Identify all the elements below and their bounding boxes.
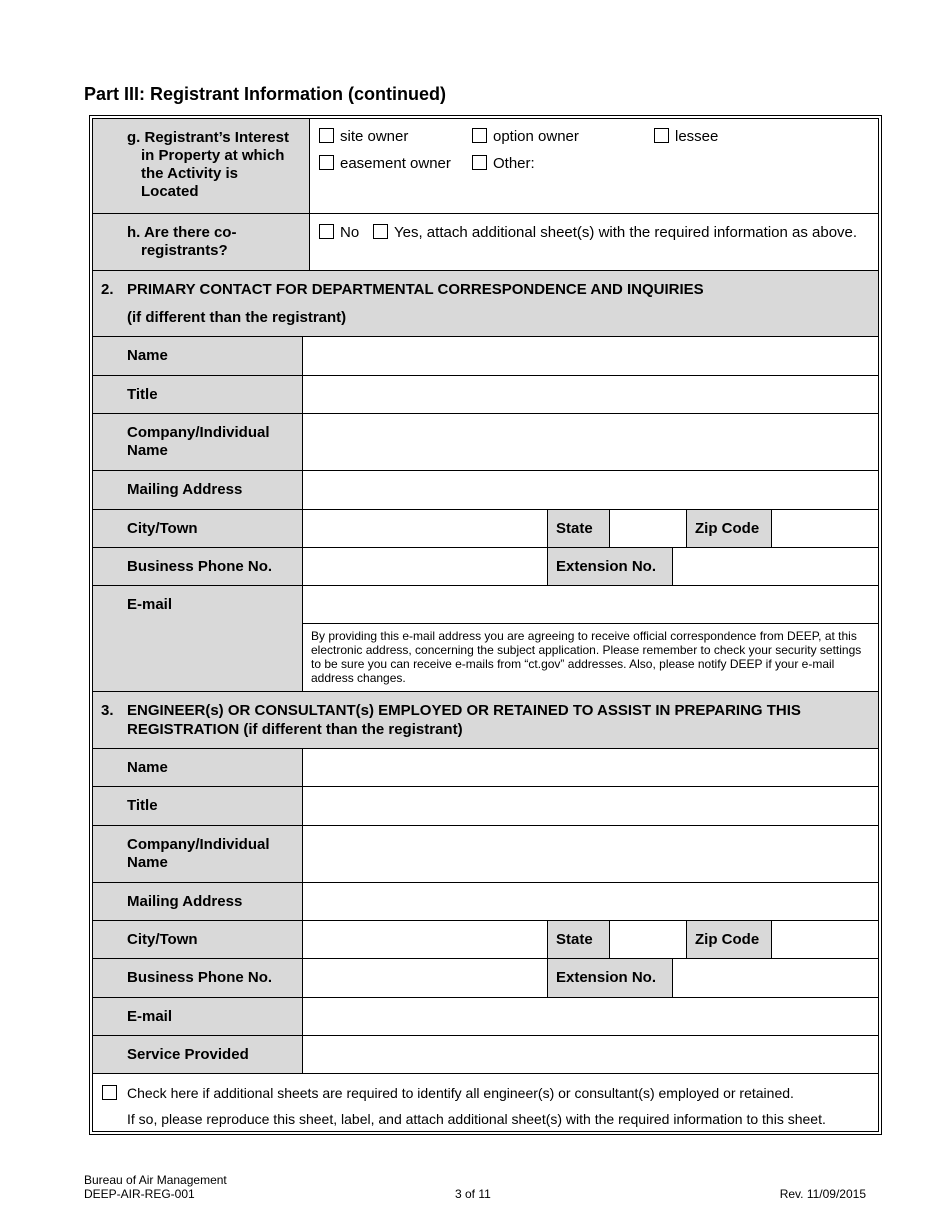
- engineer-title-label: [93, 787, 303, 825]
- engineer-service-field[interactable]: [303, 1036, 878, 1073]
- coregistrants-label-line2: registrants?: [141, 242, 228, 259]
- additional-sheets-option[interactable]: [102, 1085, 794, 1101]
- other-checkbox[interactable]: [472, 155, 487, 170]
- engineer-extension-label-text: Extension No.: [556, 969, 657, 986]
- contact-name-field[interactable]: [303, 337, 878, 375]
- contact-phone-field[interactable]: [303, 548, 547, 585]
- option-owner-label: option owner: [493, 128, 579, 145]
- registrant-form: [89, 115, 882, 1135]
- interest-row: [93, 119, 878, 214]
- contact-company-label: [93, 414, 303, 470]
- footer-revision: Rev. 11/09/2015: [779, 1187, 866, 1201]
- engineer-company-label-line1: Company/Individual: [127, 836, 270, 853]
- coreg-yes-checkbox[interactable]: [373, 224, 388, 239]
- engineer-email-label-text: E-mail: [127, 1008, 173, 1025]
- contact-city-label-text: City/Town: [127, 520, 198, 537]
- engineer-state-field[interactable]: [610, 921, 687, 958]
- coregistrants-row: [93, 214, 878, 271]
- coreg-yes-option[interactable]: [373, 224, 857, 241]
- contact-name-row: [93, 337, 878, 376]
- engineer-phone-field[interactable]: [303, 959, 547, 997]
- easement-owner-checkbox[interactable]: [319, 155, 334, 170]
- contact-email-label: [93, 586, 303, 691]
- section-2-subheading: (if different than the registrant): [127, 309, 347, 326]
- contact-email-row: [93, 586, 878, 692]
- engineer-name-label-text: Name: [127, 759, 168, 776]
- coregistrants-label: [93, 214, 310, 270]
- contact-city-row: [93, 510, 878, 548]
- contact-city-label: [93, 510, 303, 547]
- contact-state-label: [547, 510, 610, 547]
- other-label: Other:: [493, 155, 535, 172]
- engineer-zip-field[interactable]: [772, 921, 878, 958]
- contact-company-label-line2: Name: [127, 442, 168, 459]
- engineer-service-label: [93, 1036, 303, 1073]
- contact-state-field[interactable]: [610, 510, 687, 547]
- engineer-mailing-row: [93, 883, 878, 921]
- contact-extension-label: [547, 548, 673, 585]
- engineer-service-label-text: Service Provided: [127, 1046, 249, 1063]
- interest-label-line3: the Activity is: [141, 165, 238, 182]
- engineer-mailing-label: [93, 883, 303, 920]
- additional-sheets-row: [93, 1074, 878, 1133]
- interest-label: [93, 119, 310, 213]
- engineer-city-row: [93, 921, 878, 959]
- easement-owner-option[interactable]: [319, 155, 451, 172]
- contact-email-field[interactable]: [303, 586, 878, 624]
- additional-sheets-label: Check here if additional sheets are required to identify all engineer(s) or consultant(s) employed or retained.: [127, 1085, 794, 1101]
- engineer-state-label-text: State: [556, 931, 593, 948]
- engineer-service-row: [93, 1036, 878, 1074]
- contact-zip-field[interactable]: [772, 510, 878, 547]
- section-3-heading-line1: ENGINEER(s) OR CONSULTANT(s) EMPLOYED OR RETAINED TO ASSIST IN PREPARING THIS: [127, 702, 801, 719]
- engineer-zip-label-text: Zip Code: [695, 931, 760, 948]
- form-table: [92, 118, 879, 1132]
- contact-title-field[interactable]: [303, 376, 878, 413]
- engineer-city-label: [93, 921, 303, 958]
- additional-sheets-note: If so, please reproduce this sheet, label, and attach additional sheet(s) with the required information to this sheet.: [127, 1111, 826, 1127]
- email-notice: By providing this e-mail address you are agreeing to receive official correspondence from DEEP, at this electronic address, concerning the subject application. Please remember to check your security settings to be sure you can receive e-mails from “ct.gov” addresses. Also, please notify DEEP if your e-mail address changes.: [311, 629, 862, 685]
- contact-zip-label: [687, 510, 772, 547]
- engineer-company-field[interactable]: [303, 826, 878, 882]
- engineer-extension-field[interactable]: [673, 959, 878, 997]
- engineer-company-label-line2: Name: [127, 854, 168, 871]
- contact-phone-label: [93, 548, 303, 585]
- site-owner-label: site owner: [340, 128, 409, 145]
- engineer-state-label: [547, 921, 610, 958]
- coreg-no-label: No: [340, 224, 360, 241]
- easement-owner-label: easement owner: [340, 155, 451, 172]
- page-title: Part III: Registrant Information (continued): [84, 84, 447, 104]
- engineer-phone-row: [93, 959, 878, 998]
- engineer-title-field[interactable]: [303, 787, 878, 825]
- lessee-checkbox[interactable]: [654, 128, 669, 143]
- contact-title-label-text: Title: [127, 386, 158, 403]
- engineer-name-field[interactable]: [303, 749, 878, 786]
- contact-title-label: [93, 376, 303, 413]
- site-owner-option[interactable]: [319, 128, 408, 145]
- contact-zip-label-text: Zip Code: [695, 520, 760, 537]
- section-2-header: [93, 271, 878, 337]
- contact-company-label-line1: Company/Individual: [127, 424, 270, 441]
- section-2-heading: PRIMARY CONTACT FOR DEPARTMENTAL CORRESPONDENCE AND INQUIRIES: [127, 281, 704, 298]
- option-owner-checkbox[interactable]: [472, 128, 487, 143]
- contact-state-label-text: State: [556, 520, 593, 537]
- section-3-heading-line2: REGISTRATION (if different than the registrant): [127, 721, 463, 738]
- contact-mailing-label: [93, 471, 303, 509]
- contact-extension-label-text: Extension No.: [556, 558, 657, 575]
- coregistrants-label-line1: h. Are there co-: [127, 224, 237, 241]
- engineer-email-row: [93, 998, 878, 1036]
- contact-phone-row: [93, 548, 878, 586]
- other-option[interactable]: [472, 155, 535, 172]
- coreg-yes-label: Yes, attach additional sheet(s) with the required information as above.: [394, 224, 858, 241]
- engineer-zip-label: [687, 921, 772, 958]
- engineer-phone-label: [93, 959, 303, 997]
- contact-name-label-text: Name: [127, 347, 168, 364]
- contact-mailing-label-text: Mailing Address: [127, 481, 243, 498]
- coreg-no-option[interactable]: [319, 224, 359, 241]
- engineer-city-field[interactable]: [303, 921, 547, 958]
- engineer-name-label: [93, 749, 303, 786]
- footer-page-number: 3 of 11: [455, 1187, 491, 1201]
- engineer-company-row: [93, 826, 878, 883]
- section-3-header: [93, 692, 878, 749]
- coreg-no-checkbox[interactable]: [319, 224, 334, 239]
- engineer-mailing-label-text: Mailing Address: [127, 893, 243, 910]
- lessee-option[interactable]: [654, 128, 718, 145]
- option-owner-option[interactable]: [472, 128, 579, 145]
- contact-mailing-row: [93, 471, 878, 510]
- engineer-extension-label: [547, 959, 673, 997]
- interest-label-line2: in Property at which: [141, 147, 285, 164]
- contact-company-field[interactable]: [303, 414, 878, 470]
- interest-label-line4: Located: [141, 183, 199, 200]
- contact-company-row: [93, 414, 878, 471]
- engineer-email-field[interactable]: [303, 998, 878, 1035]
- section-3-number: 3.: [101, 702, 114, 719]
- engineer-title-label-text: Title: [127, 797, 158, 814]
- engineer-phone-label-text: Business Phone No.: [127, 969, 273, 986]
- engineer-email-label: [93, 998, 303, 1035]
- engineer-city-label-text: City/Town: [127, 931, 198, 948]
- engineer-title-row: [93, 787, 878, 826]
- section-2-number: 2.: [101, 281, 114, 298]
- contact-email-label-text: E-mail: [127, 596, 173, 613]
- contact-title-row: [93, 376, 878, 414]
- engineer-company-label: [93, 826, 303, 882]
- lessee-label: lessee: [675, 128, 719, 145]
- contact-phone-label-text: Business Phone No.: [127, 558, 273, 575]
- contact-name-label: [93, 337, 303, 375]
- footer-bureau: Bureau of Air Management: [84, 1173, 227, 1187]
- footer-form-id: DEEP-AIR-REG-001: [84, 1187, 195, 1201]
- contact-mailing-field[interactable]: [303, 471, 878, 509]
- interest-label-line1: g. Registrant’s Interest: [127, 129, 289, 146]
- site-owner-checkbox[interactable]: [319, 128, 334, 143]
- engineer-mailing-field[interactable]: [303, 883, 878, 920]
- engineer-name-row: [93, 749, 878, 787]
- additional-sheets-checkbox[interactable]: [102, 1085, 117, 1100]
- contact-extension-field[interactable]: [673, 548, 878, 585]
- contact-city-field[interactable]: [303, 510, 547, 547]
